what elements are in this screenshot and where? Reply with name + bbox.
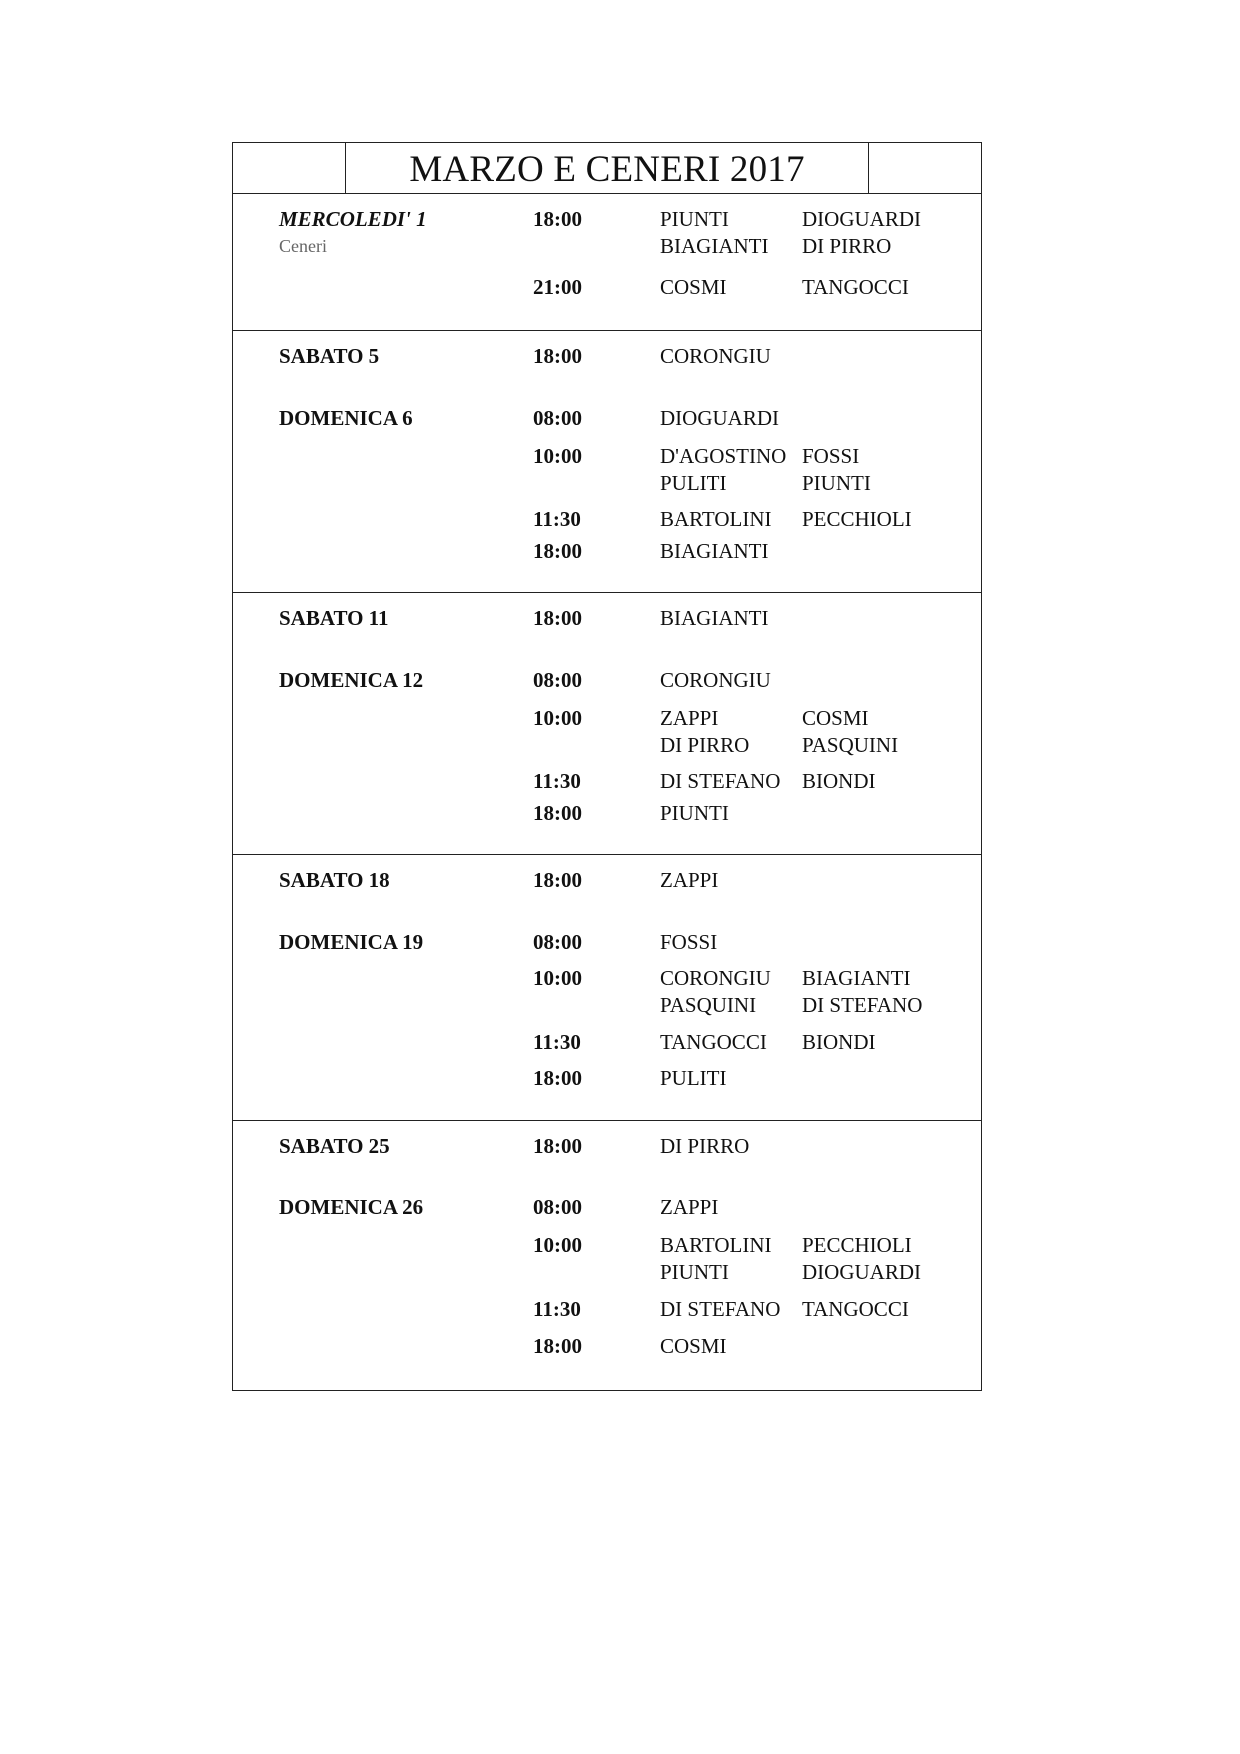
minister-name: DIOGUARDI <box>802 207 921 231</box>
mass-time: 11:30 <box>533 1030 581 1054</box>
minister-name: D'AGOSTINO <box>660 444 787 468</box>
mass-time: 18:00 <box>533 1134 582 1158</box>
day-label: SABATO 11 <box>279 606 389 630</box>
minister-name: FOSSI <box>660 930 718 954</box>
minister-name: COSMI <box>660 1334 727 1358</box>
mass-time: 11:30 <box>533 769 581 793</box>
minister-name: DI PIRRO <box>660 733 750 757</box>
mass-time: 10:00 <box>533 444 582 468</box>
minister-name: PIUNTI <box>660 207 729 231</box>
minister-name: PULITI <box>660 1066 727 1090</box>
minister-name: DIOGUARDI <box>660 406 779 430</box>
schedule-table <box>232 142 982 1391</box>
page-title: MARZO E CENERI 2017 <box>345 143 869 193</box>
minister-name: PECCHIOLI <box>802 507 912 531</box>
minister-name: DI STEFANO <box>660 1297 781 1321</box>
minister-name: BARTOLINI <box>660 507 772 531</box>
day-label: SABATO 18 <box>279 868 390 892</box>
mass-time: 18:00 <box>533 539 582 563</box>
minister-name: BARTOLINI <box>660 1233 772 1257</box>
mass-time: 21:00 <box>533 275 582 299</box>
mass-time: 18:00 <box>533 801 582 825</box>
minister-name: ZAPPI <box>660 1195 719 1219</box>
minister-name: PASQUINI <box>802 733 899 757</box>
minister-name: CORONGIU <box>660 966 771 990</box>
title-left-cell <box>233 143 345 193</box>
day-label: SABATO 25 <box>279 1134 390 1158</box>
title-right-cell <box>869 143 981 193</box>
mass-time: 08:00 <box>533 930 582 954</box>
minister-name: CORONGIU <box>660 344 771 368</box>
week-block <box>233 1120 981 1390</box>
mass-time: 11:30 <box>533 507 581 531</box>
day-label: SABATO 5 <box>279 344 380 368</box>
minister-name: ZAPPI <box>660 706 719 730</box>
minister-name: DI PIRRO <box>802 234 892 258</box>
minister-name: PIUNTI <box>802 471 871 495</box>
minister-name: DI STEFANO <box>802 993 923 1017</box>
mass-time: 10:00 <box>533 1233 582 1257</box>
minister-name: TANGOCCI <box>802 1297 909 1321</box>
day-label: DOMENICA 6 <box>279 406 413 430</box>
mass-time: 18:00 <box>533 868 582 892</box>
schedule-body <box>233 194 981 1390</box>
minister-name: DIOGUARDI <box>802 1260 921 1284</box>
minister-name: BIAGIANTI <box>660 234 769 258</box>
day-label: MERCOLEDI' 1 <box>279 207 427 231</box>
minister-name: TANGOCCI <box>660 1030 767 1054</box>
minister-name: PECCHIOLI <box>802 1233 912 1257</box>
minister-name: PULITI <box>660 471 727 495</box>
mass-time: 11:30 <box>533 1297 581 1321</box>
week-block <box>233 194 981 330</box>
minister-name: BIONDI <box>802 1030 876 1054</box>
minister-name: COSMI <box>660 275 727 299</box>
mass-time: 18:00 <box>533 1334 582 1358</box>
day-note: Ceneri <box>279 236 327 256</box>
title-row <box>233 143 981 194</box>
week-block <box>233 854 981 1120</box>
mass-time: 10:00 <box>533 706 582 730</box>
week-block <box>233 592 981 854</box>
minister-name: TANGOCCI <box>802 275 909 299</box>
minister-name: DI STEFANO <box>660 769 781 793</box>
minister-name: COSMI <box>802 706 869 730</box>
week-block <box>233 330 981 592</box>
day-label: DOMENICA 26 <box>279 1195 424 1219</box>
minister-name: DI PIRRO <box>660 1134 750 1158</box>
minister-name: CORONGIU <box>660 668 771 692</box>
day-label: DOMENICA 19 <box>279 930 424 954</box>
minister-name: BIAGIANTI <box>802 966 911 990</box>
minister-name: PASQUINI <box>660 993 757 1017</box>
minister-name: FOSSI <box>802 444 860 468</box>
mass-time: 08:00 <box>533 668 582 692</box>
mass-time: 18:00 <box>533 344 582 368</box>
minister-name: PIUNTI <box>660 801 729 825</box>
minister-name: BIONDI <box>802 769 876 793</box>
minister-name: BIAGIANTI <box>660 539 769 563</box>
mass-time: 10:00 <box>533 966 582 990</box>
mass-time: 18:00 <box>533 606 582 630</box>
minister-name: PIUNTI <box>660 1260 729 1284</box>
mass-time: 18:00 <box>533 207 582 231</box>
mass-time: 08:00 <box>533 406 582 430</box>
minister-name: ZAPPI <box>660 868 719 892</box>
day-label: DOMENICA 12 <box>279 668 424 692</box>
minister-name: BIAGIANTI <box>660 606 769 630</box>
mass-time: 08:00 <box>533 1195 582 1219</box>
mass-time: 18:00 <box>533 1066 582 1090</box>
